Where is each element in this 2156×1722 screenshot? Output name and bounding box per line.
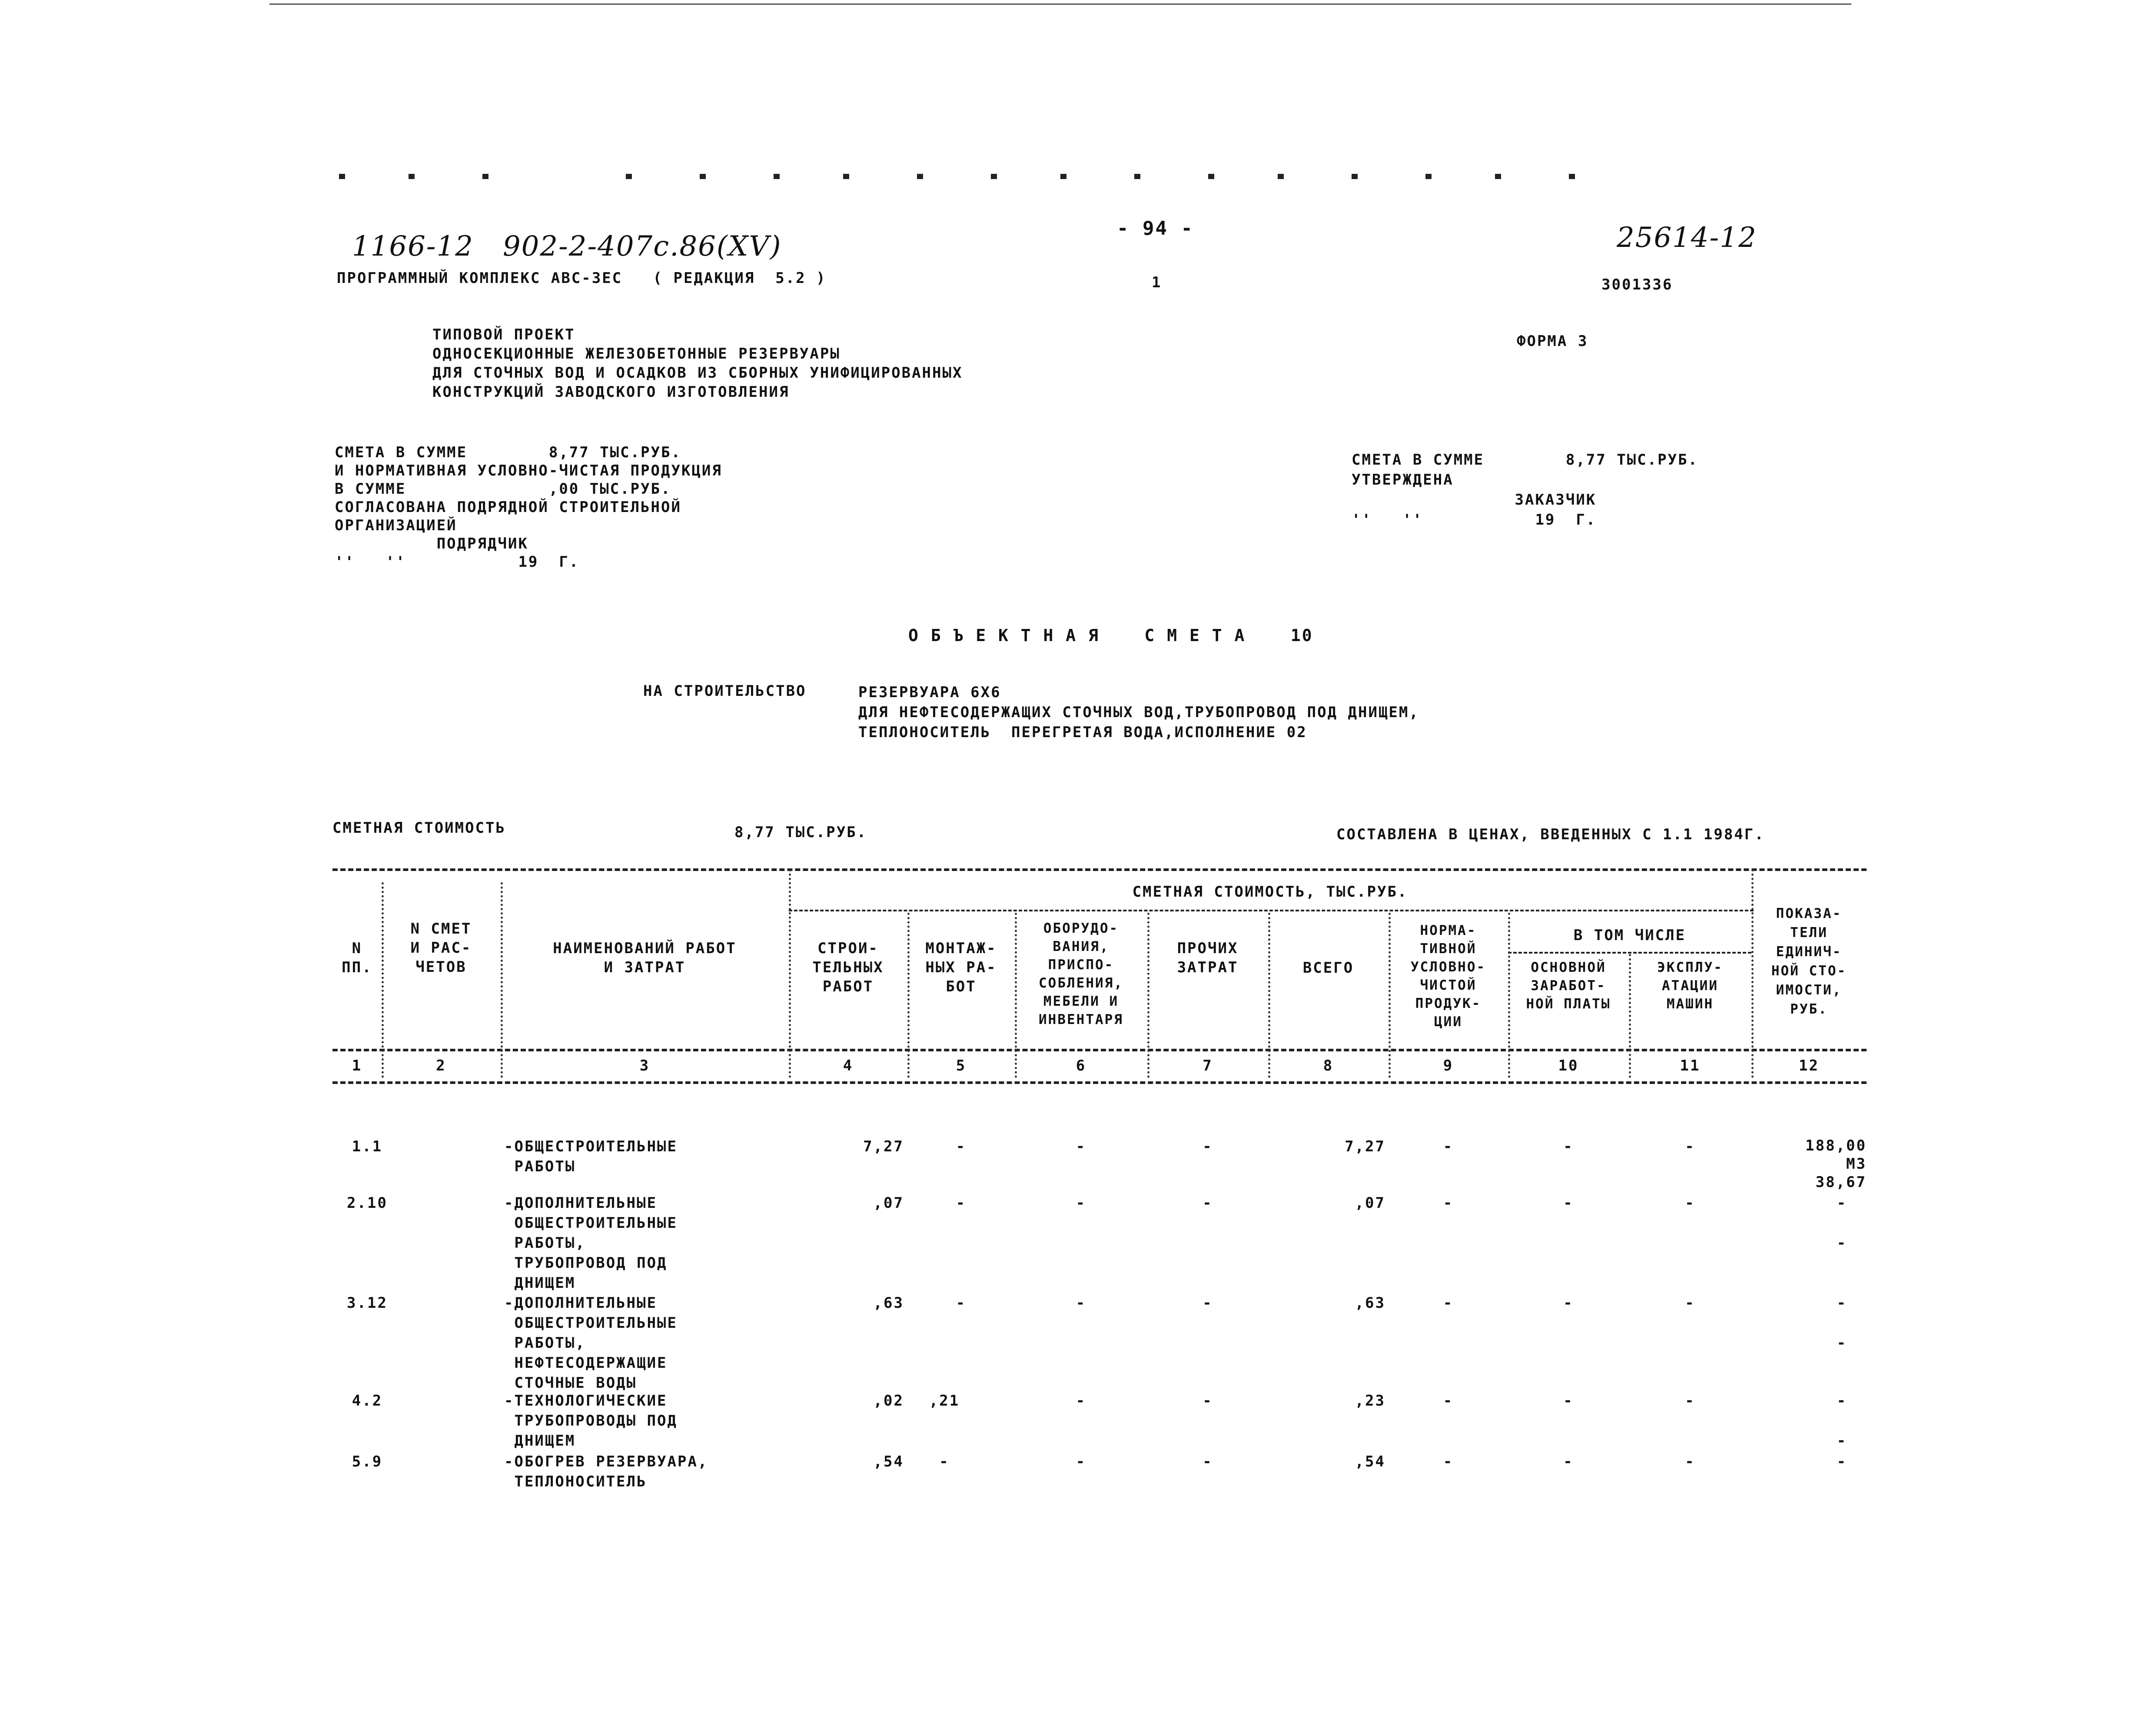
agreed-line: ОРГАНИЗАЦИЕЙ (335, 517, 457, 534)
table-row (332, 1452, 1867, 1499)
cell-other-costs: - (1203, 1194, 1213, 1212)
cell-total: ,07 (1355, 1194, 1385, 1212)
cell-machine-operation: - (1685, 1194, 1695, 1212)
cell-construction: ,54 (873, 1453, 904, 1470)
header-other-costs: ПРОЧИХ ЗАТРАТ (1177, 940, 1239, 976)
cell-unit-cost: - - (1837, 1194, 1847, 1252)
estimate-cost-value: 8,77 ТЫС.РУБ. (734, 824, 867, 841)
cell-equipment: - (1076, 1138, 1086, 1155)
cell-unit-cost: - - (1837, 1294, 1847, 1352)
handwritten-registry-number: 25614-12 (1617, 222, 1757, 254)
cell-total: ,23 (1355, 1392, 1385, 1410)
cell-construction: ,02 (873, 1392, 904, 1410)
project-description (432, 325, 963, 402)
column-number: 2 (436, 1057, 446, 1074)
group-header: СМЕТНАЯ СТОИМОСТЬ, ТЫС.РУБ. (1132, 883, 1408, 901)
cell-unit-cost: - (1837, 1453, 1847, 1470)
cell-machine-operation: - (1685, 1453, 1695, 1470)
cell-equipment: - (1076, 1294, 1086, 1312)
cell-other-costs: - (1203, 1453, 1213, 1470)
header-equipment: ОБОРУДО- ВАНИЯ, ПРИСПО- СОБЛЕНИЯ, МЕБЕЛИ И ИНВЕНТАРЯ (1039, 921, 1123, 1027)
cell-total: ,63 (1355, 1294, 1385, 1312)
column-number: 4 (843, 1057, 854, 1074)
approved-line: УТВЕРЖДЕНА (1352, 471, 1454, 489)
cell-unit-cost: 188,00 М3 38,67 (1805, 1137, 1867, 1191)
cell-work-name: -ДОПОЛНИТЕЛЬНЫЕ ОБЩЕСТРОИТЕЛЬНЫЕ РАБОТЫ, ТРУБОПРОВОД ПОД ДНИЩЕМ (504, 1194, 678, 1292)
table-subheader-rule (789, 910, 1754, 911)
title-subject-line: РЕЗЕРВУАРА 6Х6 (858, 684, 1001, 701)
cell-construction: 7,27 (863, 1138, 904, 1155)
handwritten-archive-number: 1166-12 902-2-407c.86(XV) (352, 230, 782, 263)
cell-total: ,54 (1355, 1453, 1385, 1470)
cell-construction: ,63 (873, 1294, 904, 1312)
cell-machine-operation: - (1685, 1294, 1695, 1312)
document-code: 3001336 (1601, 276, 1673, 293)
cell-work-name: -ОБЩЕСТРОИТЕЛЬНЫЕ РАБОТЫ (504, 1138, 678, 1175)
price-basis: СОСТАВЛЕНА В ЦЕНАХ, ВВЕДЕННЫХ С 1.1 1984Г. (1336, 826, 1765, 843)
column-number: 5 (956, 1057, 967, 1074)
cell-normative-product: - (1443, 1392, 1454, 1410)
cell-installation: - (956, 1138, 967, 1155)
cell-row-number: 1.1 (352, 1138, 383, 1155)
column-number: 1 (352, 1057, 362, 1074)
agreed-line: И НОРМАТИВНАЯ УСЛОВНО-ЧИСТАЯ ПРОДУКЦИЯ (335, 462, 722, 479)
cell-work-name: -ДОПОЛНИТЕЛЬНЫЕ ОБЩЕСТРОИТЕЛЬНЫЕ РАБОТЫ, НЕФТЕСОДЕРЖАЩИЕ СТОЧНЫЕ ВОДЫ (504, 1294, 678, 1392)
table-row (332, 1391, 1867, 1460)
column-number: 7 (1203, 1057, 1213, 1074)
cell-base-wages: - (1563, 1392, 1574, 1410)
project-line: КОНСТРУКЦИЙ ЗАВОДСКОГО ИЗГОТОВЛЕНИЯ (432, 383, 790, 401)
agreed-line: '' '' 19 Г. (335, 553, 580, 571)
cell-construction: ,07 (873, 1194, 904, 1212)
cell-installation: - (939, 1453, 950, 1470)
program-line: ПРОГРАММНЫЙ КОМПЛЕКС АВС-3ЕС ( РЕДАКЦИЯ 5.2 ) (337, 269, 827, 287)
header-base-wages: ОСНОВНОЙ ЗАРАБОТ- НОЙ ПЛАТЫ (1526, 960, 1611, 1012)
cell-base-wages: - (1563, 1453, 1574, 1470)
table-row (332, 1293, 1867, 1397)
cell-equipment: - (1076, 1194, 1086, 1212)
cell-installation: - (956, 1194, 967, 1212)
cell-other-costs: - (1203, 1294, 1213, 1312)
table-in-that-rule (1508, 952, 1751, 954)
table-colnumber-rule (332, 1081, 1867, 1084)
agreed-line: СОГЛАСОВАНА ПОДРЯДНОЙ СТРОИТЕЛЬНОЙ (335, 499, 681, 516)
cell-base-wages: - (1563, 1294, 1574, 1312)
page-number: - 94 - (1117, 217, 1194, 239)
title-lead: НА СТРОИТЕЛЬСТВО (643, 682, 807, 700)
cell-installation: ,21 (929, 1392, 960, 1410)
top-border-rule (269, 3, 1851, 5)
col-separator (501, 882, 503, 1078)
project-line: ОДНОСЕКЦИОННЫЕ ЖЕЛЕЗОБЕТОННЫЕ РЕЗЕРВУАРЫ (432, 345, 840, 362)
form-label: ФОРМА 3 (1517, 332, 1588, 350)
header-work-name: НАИМЕНОВАНИЙ РАБОТ И ЗАТРАТ (553, 940, 737, 976)
cell-work-name: -ТЕХНОЛОГИЧЕСКИЕ ТРУБОПРОВОДЫ ПОД ДНИЩЕМ (504, 1392, 678, 1449)
cell-other-costs: - (1203, 1138, 1213, 1155)
approved-line: СМЕТА В СУММЕ 8,77 ТЫС.РУБ. (1352, 451, 1698, 469)
cell-work-name: -ОБОГРЕВ РЕЗЕРВУАРА, ТЕПЛОНОСИТЕЛЬ (504, 1453, 708, 1490)
header-row-number: N ПП. (342, 940, 372, 976)
scan-dot-row (339, 174, 1643, 183)
table-row (332, 1193, 1867, 1297)
header-machine-operation: ЭКСПЛУ- АТАЦИИ МАШИН (1657, 960, 1723, 1012)
column-number: 3 (639, 1057, 650, 1074)
header-in-that-number: В ТОМ ЧИСЛЕ (1573, 927, 1686, 944)
cell-row-number: 4.2 (352, 1392, 383, 1410)
cell-normative-product: - (1443, 1194, 1454, 1212)
document-title: О Б Ъ Е К Т Н А Я С М Е Т А 10 (908, 626, 1313, 645)
approved-block (1352, 450, 1698, 530)
cell-equipment: - (1076, 1453, 1086, 1470)
estimate-cost-label: СМЕТНАЯ СТОИМОСТЬ (332, 819, 506, 837)
sheet-number: 1 (1152, 274, 1162, 291)
title-subject-line: ДЛЯ НЕФТЕСОДЕРЖАЩИХ СТОЧНЫХ ВОД,ТРУБОПРОВОД ПОД ДНИЩЕМ, (858, 704, 1419, 721)
column-number: 12 (1799, 1057, 1819, 1074)
cell-normative-product: - (1443, 1138, 1454, 1155)
agreed-line: СМЕТА В СУММЕ 8,77 ТЫС.РУБ. (335, 444, 681, 461)
table-header-bottom-rule (332, 1049, 1867, 1051)
project-line: ДЛЯ СТОЧНЫХ ВОД И ОСАДКОВ ИЗ СБОРНЫХ УНИФИЦИРОВАННЫХ (432, 364, 963, 382)
cell-row-number: 2.10 (347, 1194, 388, 1212)
title-subject-line: ТЕПЛОНОСИТЕЛЬ ПЕРЕГРЕТАЯ ВОДА,ИСПОЛНЕНИЕ 02 (858, 724, 1307, 741)
cell-total: 7,27 (1345, 1138, 1385, 1155)
header-construction: СТРОИ- ТЕЛЬНЫХ РАБОТ (812, 940, 884, 995)
cell-normative-product: - (1443, 1294, 1454, 1312)
header-unit-cost: ПОКАЗА- ТЕЛИ ЕДИНИЧ- НОЙ СТО- ИМОСТИ, РУБ. (1771, 906, 1847, 1017)
header-normative-product: НОРМА- ТИВНОЙ УСЛОВНО- ЧИСТОЙ ПРОДУК- ЦИИ (1410, 923, 1486, 1030)
cell-machine-operation: - (1685, 1138, 1695, 1155)
col-separator (1268, 913, 1270, 1078)
cell-installation: - (956, 1294, 967, 1312)
agreed-block (335, 443, 722, 571)
column-number: 8 (1323, 1057, 1334, 1074)
cell-base-wages: - (1563, 1138, 1574, 1155)
cell-normative-product: - (1443, 1453, 1454, 1470)
approved-line: ЗАКАЗЧИК (1352, 491, 1597, 509)
column-number: 10 (1558, 1057, 1579, 1074)
table-top-rule (332, 868, 1867, 871)
agreed-line: В СУММЕ ,00 ТЫС.РУБ. (335, 480, 671, 498)
title-subject (858, 682, 1419, 742)
agreed-line: ПОДРЯДЧИК (335, 535, 528, 552)
col-separator (1147, 913, 1149, 1078)
cell-other-costs: - (1203, 1392, 1213, 1410)
approved-line: '' '' 19 Г. (1352, 511, 1597, 529)
column-number: 9 (1443, 1057, 1454, 1074)
cell-base-wages: - (1563, 1194, 1574, 1212)
column-number: 6 (1076, 1057, 1086, 1074)
cell-equipment: - (1076, 1392, 1086, 1410)
cell-row-number: 3.12 (347, 1294, 388, 1312)
cell-unit-cost: - - (1837, 1392, 1847, 1449)
column-number: 11 (1680, 1057, 1701, 1074)
header-installation: МОНТАЖ- НЫХ РА- БОТ (925, 940, 997, 995)
project-line: ТИПОВОЙ ПРОЕКТ (432, 326, 575, 343)
col-separator (382, 882, 384, 1078)
header-estimate-number: N СМЕТ И РАС- ЧЕТОВ (410, 920, 472, 976)
header-total: ВСЕГО (1302, 959, 1354, 977)
cell-row-number: 5.9 (352, 1453, 383, 1470)
cell-machine-operation: - (1685, 1392, 1695, 1410)
